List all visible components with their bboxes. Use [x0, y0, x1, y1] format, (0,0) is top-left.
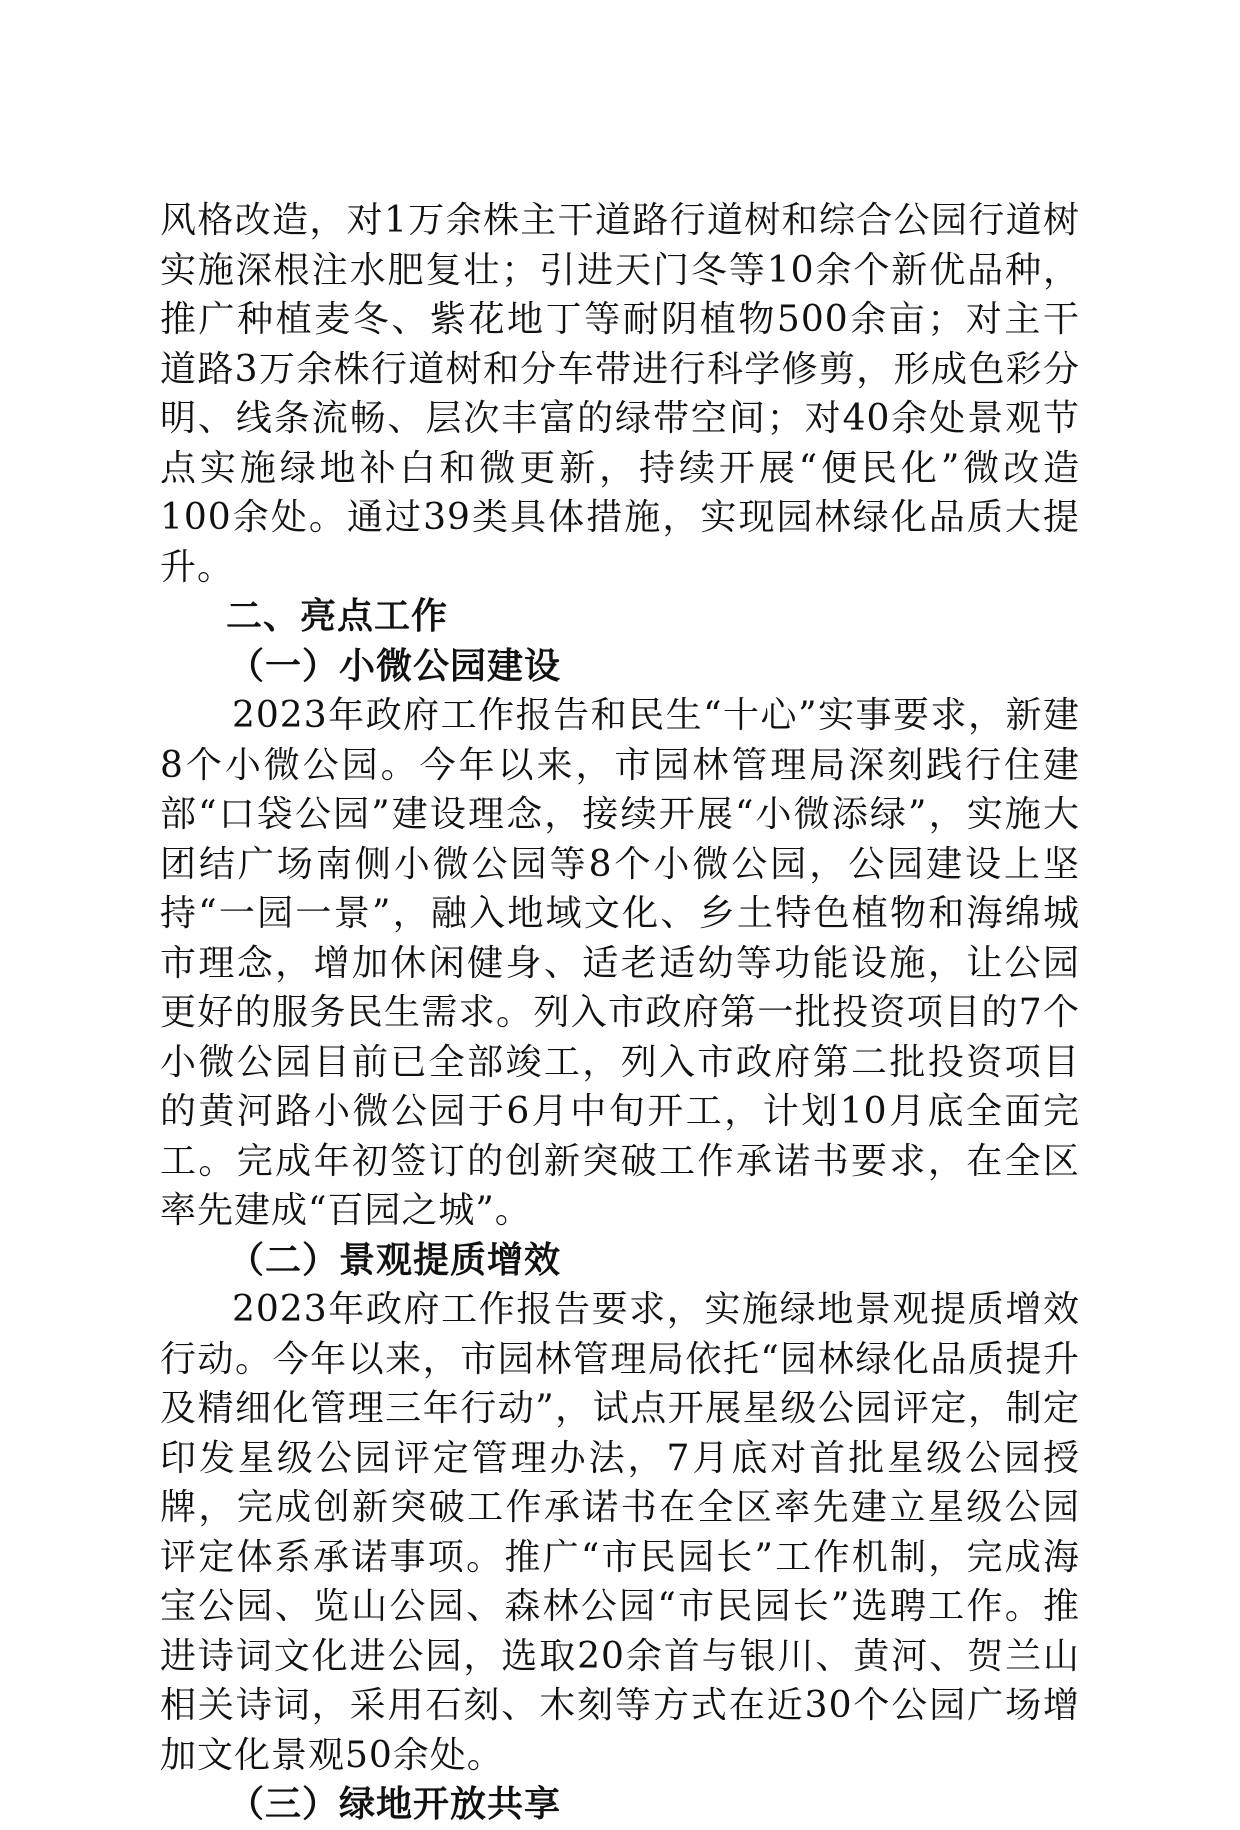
subheading-green-space-sharing: （三）绿地开放共享 — [228, 1783, 562, 1825]
paragraph-landscape-upgrade: 2023年政府工作报告要求，实施绿地景观提质增效行动。今年以来，市园林管理局依托“园林绿化品质提升及精细化管理三年行动”，试点开展星级公园评定，制定印发星级公园评定管理办法，7月底对首批星级公园授牌，完成创新突破工作承诺书在全区率先建立星级公园评定体系承诺事项。推广“市民园长”工作机制，完成海宝公园、览山公园、森林公园“市民园长”选聘工作。推进诗词文化进公园，选取20余首与银川、黄河、贺兰山相关诗词，采用石刻、木刻等方式在近30个公园广场增加文化景观50余处。 — [160, 1289, 1080, 1776]
subheading-landscape-upgrade: （二）景观提质增效 — [228, 1238, 562, 1281]
section-heading-highlights: 二、亮点工作 — [226, 596, 449, 637]
document-body — [160, 196, 1080, 1830]
subheading-small-parks: （一）小微公园建设 — [228, 644, 562, 687]
paragraph-continued: 风格改造，对1万余株主干道路行道树和综合公园行道树实施深根注水肥复壮；引进天门冬等10余个新优品种，推广种植麦冬、紫花地丁等耐阴植物500余亩；对主干道路3万余株行道树和分车带进行科学修剪，形成色彩分明、线条流畅、层次丰富的绿带空间；对40余处景观节点实施绿地补白和微更新，持续开展“便民化”微改造100余处。通过39类具体措施，实现园林绿化品质大提升。 — [160, 200, 1080, 588]
paragraph-small-parks: 2023年政府工作报告和民生“十心”实事要求，新建8个小微公园。今年以来，市园林管理局深刻践行住建部“口袋公园”建设理念，接续开展“小微添绿”，实施大团结广场南侧小微公园等8个小微公园，公园建设上坚持“一园一景”，融入地域文化、乡土特色植物和海绵城市理念，增加休闲健身、适老适幼等功能设施，让公园更好的服务民生需求。列入市政府第一批投资项目的7个小微公园目前已全部竣工，列入市政府第二批投资项目的黄河路小微公园于6月中旬开工，计划10月底全面完工。完成年初签订的创新突破工作承诺书要求，在全区率先建成“百园之城”。 — [160, 695, 1080, 1231]
